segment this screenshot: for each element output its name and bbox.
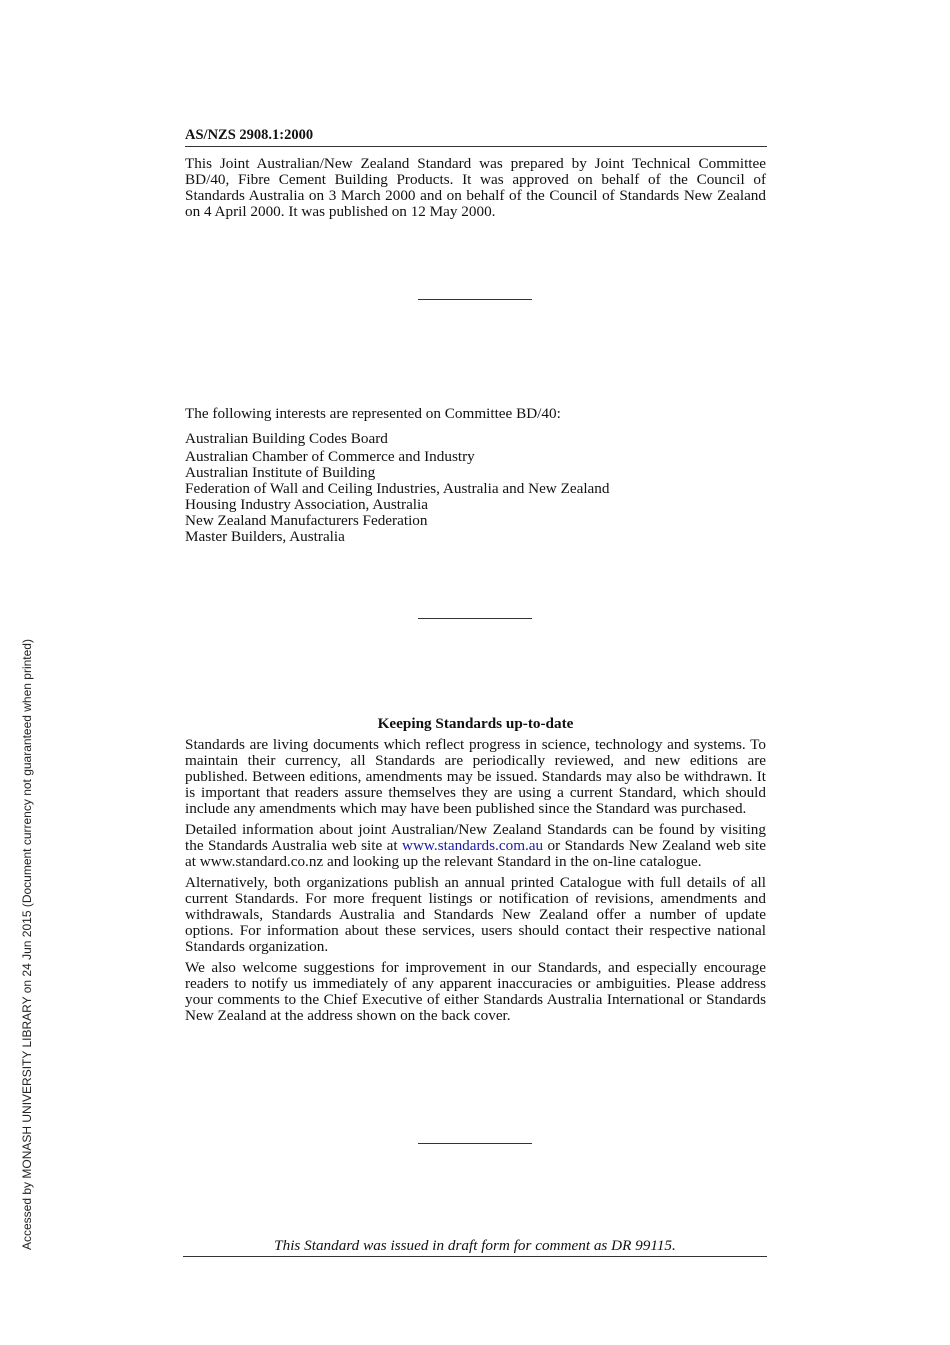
divider-rule — [418, 1143, 532, 1144]
list-item: Master Builders, Australia — [185, 528, 345, 545]
keeping-paragraph-1: Standards are living documents which reflect progress in science, technology and systems. To maintain their currency, all Standards are periodically reviewed, and new editions are published. Between editions, amendments may be issued. Standards may also be withdrawn. It is important that readers assure themselves they are using a current Standard, which should include any amendments which may have been published since the Standard was purchased. — [185, 736, 766, 817]
list-item: Federation of Wall and Ceiling Industries, Australia and New Zealand — [185, 480, 610, 497]
divider-rule — [418, 618, 532, 619]
keeping-paragraph-2 — [185, 822, 766, 870]
paragraph-text: or Standards New Zealand web site at www.standard.co.nz and looking up the relevant Standard in the on-line catalogue. — [185, 837, 767, 870]
document-code: AS/NZS 2908.1:2000 — [185, 127, 767, 147]
keeping-section-body — [185, 737, 766, 1029]
keeping-paragraph-3: Alternatively, both organizations publish an annual printed Catalogue with full details of all current Standards. For more frequent listings or notification of revisions, amendments and withdrawals, Standards Australia and Standards New Zealand offer a number of update options. For information about these services, users should contact their respective national Standards organization. — [185, 874, 766, 955]
keeping-paragraph-4: We also welcome suggestions for improvement in our Standards, and especially encourage readers to notify us immediately of any apparent inaccuracies or ambiguities. Please address your comments to the Chief Executive of either Standards Australia International or Standards New Zealand at the address shown on the back cover. — [185, 959, 766, 1024]
list-item: Australian Chamber of Commerce and Industry — [185, 448, 475, 465]
committee-intro: The following interests are represented on Committee BD/40: — [185, 405, 561, 422]
draft-note-footer: This Standard was issued in draft form for comment as DR 99115. — [183, 1237, 767, 1257]
list-item: Australian Institute of Building — [185, 464, 376, 481]
access-watermark: Accessed by MONASH UNIVERSITY LIBRARY on 24 Jun 2015 (Document currency not guaranteed when printed) — [20, 639, 34, 1250]
list-item: Housing Industry Association, Australia — [185, 496, 428, 513]
list-item: New Zealand Manufacturers Federation — [185, 512, 428, 529]
list-item: Australian Building Codes Board — [185, 430, 388, 447]
section-heading: Keeping Standards up-to-date — [377, 715, 574, 732]
committee-members-list — [185, 431, 609, 545]
paragraph-text: Detailed information about joint Australian/New Zealand Standards can be found by visiting the Standards Australia web site at — [185, 821, 766, 854]
preparation-paragraph: This Joint Australian/New Zealand Standard was prepared by Joint Technical Committee BD/40, Fibre Cement Building Products. It was approved on behalf of the Council of Standards Australia on 3 March 2000 and on behalf of the Council of Standards New Zealand on 4 April 2000. It was published on 12 May 2000. — [185, 155, 766, 220]
divider-rule — [418, 299, 532, 300]
standards-website-link[interactable]: www.standards.com.au — [401, 837, 544, 854]
